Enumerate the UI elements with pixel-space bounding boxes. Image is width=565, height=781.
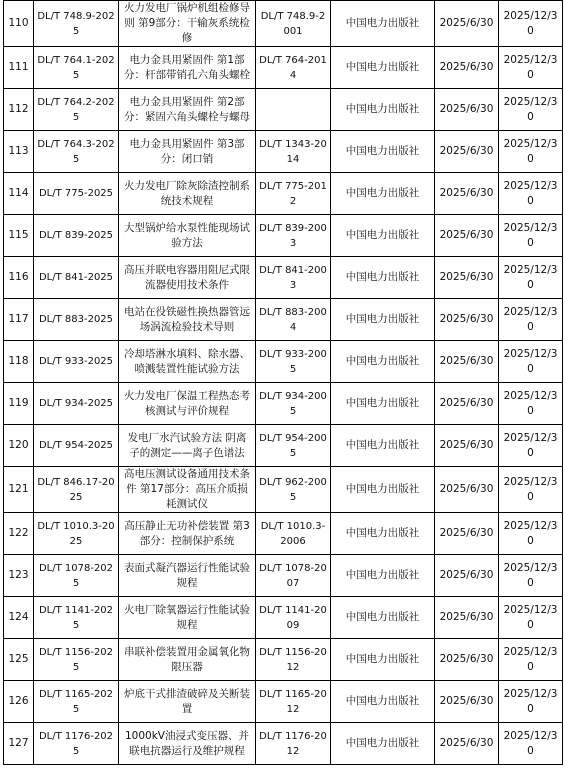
publisher: 中国电力出版社 (331, 639, 435, 681)
publisher: 中国电力出版社 (331, 47, 435, 89)
standard-title: 炉底干式排渣破碎及关断装置 (119, 681, 256, 723)
effective-date: 2025/12/30 (499, 257, 563, 299)
standard-title: 高压静止无功补偿装置 第3部分：控制保护系统 (119, 513, 256, 555)
standard-code: DL/T 1156-2025 (34, 639, 119, 681)
issue-date: 2025/6/30 (435, 681, 499, 723)
issue-date: 2025/6/30 (435, 513, 499, 555)
effective-date: 2025/12/30 (499, 513, 563, 555)
standard-title: 电站在役铁磁性换热器管远场涡流检验技术导则 (119, 299, 256, 341)
table-row (4, 173, 563, 215)
row-number: 117 (4, 299, 34, 341)
publisher: 中国电力出版社 (331, 173, 435, 215)
standard-code: DL/T 839-2025 (34, 215, 119, 257)
publisher: 中国电力出版社 (331, 723, 435, 765)
row-number: 124 (4, 597, 34, 639)
table-row (4, 257, 563, 299)
publisher: 中国电力出版社 (331, 681, 435, 723)
row-number: 115 (4, 215, 34, 257)
standard-title: 表面式凝汽器运行性能试验规程 (119, 555, 256, 597)
standard-code: DL/T 775-2025 (34, 173, 119, 215)
effective-date: 2025/12/30 (499, 341, 563, 383)
issue-date: 2025/6/30 (435, 555, 499, 597)
row-number: 110 (4, 1, 34, 47)
row-number: 119 (4, 383, 34, 425)
replaced-standard: DL/T 962-2005 (256, 467, 331, 513)
publisher: 中国电力出版社 (331, 555, 435, 597)
standard-code: DL/T 846.17-2025 (34, 467, 119, 513)
table-row (4, 639, 563, 681)
standard-title: 电力金具用紧固件 第1部分：杆部带销孔六角头螺栓 (119, 47, 256, 89)
issue-date: 2025/6/30 (435, 47, 499, 89)
standard-code: DL/T 841-2025 (34, 257, 119, 299)
issue-date: 2025/6/30 (435, 215, 499, 257)
publisher: 中国电力出版社 (331, 513, 435, 555)
issue-date: 2025/6/30 (435, 299, 499, 341)
standard-code: DL/T 1010.3-2025 (34, 513, 119, 555)
publisher: 中国电力出版社 (331, 299, 435, 341)
effective-date: 2025/12/30 (499, 425, 563, 467)
issue-date: 2025/6/30 (435, 341, 499, 383)
standard-title: 火力发电厂除灰除渣控制系统技术规程 (119, 173, 256, 215)
replaced-standard: DL/T 1343-2014 (256, 131, 331, 173)
replaced-standard: DL/T 1010.3-2006 (256, 513, 331, 555)
publisher: 中国电力出版社 (331, 425, 435, 467)
row-number: 121 (4, 467, 34, 513)
table-row (4, 681, 563, 723)
issue-date: 2025/6/30 (435, 173, 499, 215)
issue-date: 2025/6/30 (435, 639, 499, 681)
standard-title: 高电压测试设备通用技术条件 第17部分：高压介质损耗测试仪 (119, 467, 256, 513)
row-number: 114 (4, 173, 34, 215)
effective-date: 2025/12/30 (499, 467, 563, 513)
effective-date: 2025/12/30 (499, 555, 563, 597)
table-row (4, 513, 563, 555)
replaced-standard: DL/T 934-2005 (256, 383, 331, 425)
standard-title: 串联补偿装置用金属氧化物限压器 (119, 639, 256, 681)
standard-code: DL/T 954-2025 (34, 425, 119, 467)
replaced-standard: DL/T 954-2005 (256, 425, 331, 467)
standard-code: DL/T 1176-2025 (34, 723, 119, 765)
row-number: 113 (4, 131, 34, 173)
issue-date: 2025/6/30 (435, 425, 499, 467)
row-number: 122 (4, 513, 34, 555)
issue-date: 2025/6/30 (435, 383, 499, 425)
effective-date: 2025/12/30 (499, 47, 563, 89)
standard-title: 1000kV油浸式变压器、并联电抗器运行及维护规程 (119, 723, 256, 765)
publisher: 中国电力出版社 (331, 257, 435, 299)
standards-table (3, 0, 563, 765)
table-row (4, 425, 563, 467)
effective-date: 2025/12/30 (499, 597, 563, 639)
issue-date: 2025/6/30 (435, 131, 499, 173)
table-row (4, 723, 563, 765)
effective-date: 2025/12/30 (499, 215, 563, 257)
row-number: 123 (4, 555, 34, 597)
replaced-standard: DL/T 775-2012 (256, 173, 331, 215)
issue-date: 2025/6/30 (435, 257, 499, 299)
effective-date: 2025/12/30 (499, 723, 563, 765)
standard-code: DL/T 883-2025 (34, 299, 119, 341)
standard-title: 高压并联电容器用阻尼式限流器使用技术条件 (119, 257, 256, 299)
standard-title: 火力发电厂保温工程热态考核测试与评价规程 (119, 383, 256, 425)
effective-date: 2025/12/30 (499, 639, 563, 681)
replaced-standard: DL/T 1165-2012 (256, 681, 331, 723)
effective-date: 2025/12/30 (499, 131, 563, 173)
table-row (4, 383, 563, 425)
standard-code: DL/T 1165-2025 (34, 681, 119, 723)
standard-code: DL/T 748.9-2025 (34, 1, 119, 47)
standard-code: DL/T 764.1-2025 (34, 47, 119, 89)
standard-code: DL/T 1141-2025 (34, 597, 119, 639)
publisher: 中国电力出版社 (331, 215, 435, 257)
effective-date: 2025/12/30 (499, 1, 563, 47)
publisher: 中国电力出版社 (331, 597, 435, 639)
issue-date: 2025/6/30 (435, 467, 499, 513)
row-number: 111 (4, 47, 34, 89)
table-row (4, 131, 563, 173)
table-row (4, 89, 563, 131)
standard-code: DL/T 934-2025 (34, 383, 119, 425)
effective-date: 2025/12/30 (499, 173, 563, 215)
replaced-standard: DL/T 748.9-2001 (256, 1, 331, 47)
replaced-standard: DL/T 1156-2012 (256, 639, 331, 681)
table-row (4, 47, 563, 89)
table-row (4, 1, 563, 47)
replaced-standard: DL/T 1176-2012 (256, 723, 331, 765)
effective-date: 2025/12/30 (499, 681, 563, 723)
standard-title: 电力金具用紧固件 第2部分：紧固六角头螺栓与螺母 (119, 89, 256, 131)
effective-date: 2025/12/30 (499, 299, 563, 341)
row-number: 127 (4, 723, 34, 765)
row-number: 116 (4, 257, 34, 299)
replaced-standard: DL/T 839-2003 (256, 215, 331, 257)
row-number: 126 (4, 681, 34, 723)
row-number: 118 (4, 341, 34, 383)
issue-date: 2025/6/30 (435, 597, 499, 639)
table-body (4, 1, 563, 765)
row-number: 120 (4, 425, 34, 467)
standard-title: 电力金具用紧固件 第3部分：闭口销 (119, 131, 256, 173)
standard-code: DL/T 933-2025 (34, 341, 119, 383)
publisher: 中国电力出版社 (331, 89, 435, 131)
effective-date: 2025/12/30 (499, 89, 563, 131)
table-row (4, 555, 563, 597)
standard-title: 发电厂水汽试验方法 阴离子的测定——离子色谱法 (119, 425, 256, 467)
standard-title: 大型锅炉给水泵性能现场试验方法 (119, 215, 256, 257)
standard-code: DL/T 764.3-2025 (34, 131, 119, 173)
standard-code: DL/T 764.2-2025 (34, 89, 119, 131)
effective-date: 2025/12/30 (499, 383, 563, 425)
publisher: 中国电力出版社 (331, 131, 435, 173)
standard-title: 火力发电厂锅炉机组检修导则 第9部分：干输灰系统检修 (119, 1, 256, 47)
publisher: 中国电力出版社 (331, 383, 435, 425)
table-row (4, 215, 563, 257)
standard-title: 火电厂除氧器运行性能试验规程 (119, 597, 256, 639)
table-row (4, 299, 563, 341)
publisher: 中国电力出版社 (331, 467, 435, 513)
replaced-standard: DL/T 841-2003 (256, 257, 331, 299)
publisher: 中国电力出版社 (331, 341, 435, 383)
standard-code: DL/T 1078-2025 (34, 555, 119, 597)
row-number: 112 (4, 89, 34, 131)
standard-title: 冷却塔淋水填料、除水器、喷溅装置性能试验方法 (119, 341, 256, 383)
table-row (4, 341, 563, 383)
table-row (4, 467, 563, 513)
replaced-standard: DL/T 1078-2007 (256, 555, 331, 597)
issue-date: 2025/6/30 (435, 723, 499, 765)
issue-date: 2025/6/30 (435, 89, 499, 131)
publisher: 中国电力出版社 (331, 1, 435, 47)
table-row (4, 597, 563, 639)
replaced-standard (256, 89, 331, 131)
issue-date: 2025/6/30 (435, 1, 499, 47)
replaced-standard: DL/T 1141-2009 (256, 597, 331, 639)
replaced-standard: DL/T 933-2005 (256, 341, 331, 383)
replaced-standard: DL/T 883-2004 (256, 299, 331, 341)
row-number: 125 (4, 639, 34, 681)
replaced-standard: DL/T 764-2014 (256, 47, 331, 89)
